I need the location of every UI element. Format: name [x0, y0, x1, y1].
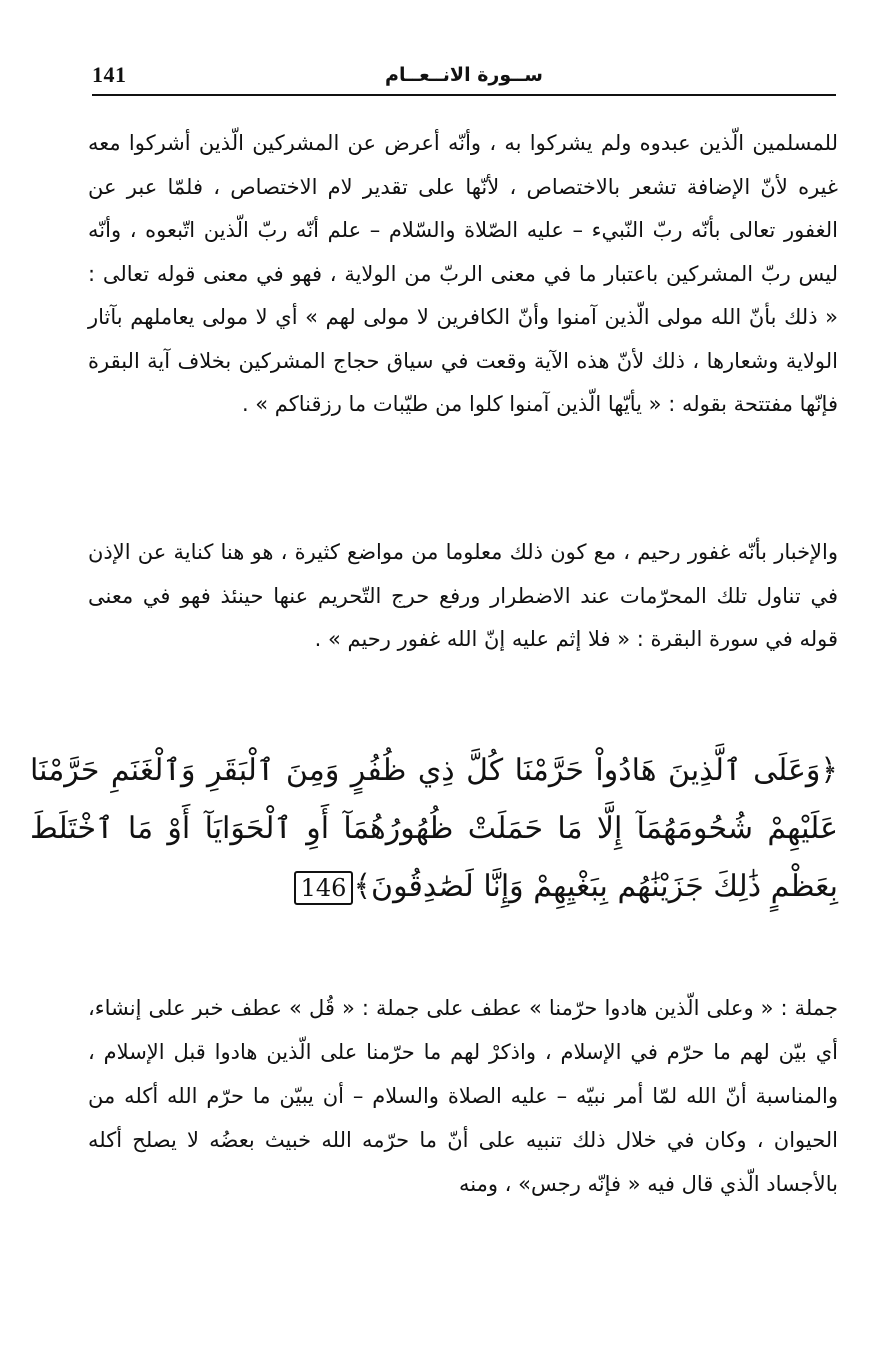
page-header	[92, 56, 836, 100]
page-number: 141	[92, 62, 127, 87]
ayah-number: 146	[294, 871, 354, 905]
quran-verse	[30, 742, 838, 916]
surah-title: ســورة الانــعــام	[385, 64, 543, 86]
commentary-paragraph: والإخبار بأنّه غفور رحيم ، مع كون ذلك معلوما من مواضع كثيرة ، هو هنا كناية عن الإذن في تناول تلك المحرّمات عند الاضطرار ورفع حرج التّحريم عنها حينئذ فهو في معنى قوله في سورة البقرة : « فلا إثم عليه إنّ الله غفور رحيم » .	[88, 540, 838, 651]
verse-text: ﴿وَعَلَى ٱلَّذِينَ هَادُواْ حَرَّمْنَا كُلَّ ذِي ظُفُرٍ وَمِنَ ٱلْبَقَرِ وَٱلْغَنَمِ حَرَّمْنَا عَلَيْهِمْ شُحُومَهُمَآ إِلَّا مَا حَمَلَتْ ظُهُورُهُمَآ أَوِ ٱلْحَوَايَآ أَوْ مَا ٱخْتَلَطَ بِعَظْمٍ ذَٰلِكَ جَزَيْنَٰهُم بِبَغْيِهِمْ وَإِنَّا لَصَٰدِقُونَ﴾	[30, 753, 838, 904]
header-rule	[92, 94, 836, 96]
commentary-paragraph: جملة : « وعلى الّذين هادوا حرّمنا » عطف على جملة : « قُل » عطف خبر على إنشاء، أي بيّن لهم ما حرّم في الإسلام ، واذكرْ لهم ما حرّمنا على الّذين هادوا قبل الإسلام ، والمناسبة أنّ الله لمّا أمر نبيّه – عليه الصلاة والسلام – أن يبيّن ما حرّم الله أكله من الحيوان ، وكان في خلال ذلك تنبيه على أنّ ما حرّمه الله خبيث بعضُه لا يصلح أكله بالأجساد الّذي قال فيه « فإنّه رجس» ، ومنه	[88, 996, 838, 1196]
commentary-paragraph: للمسلمين الّذين عبدوه ولم يشركوا به ، وأنّه أعرض عن المشركين الّذين أشركوا معه غيره لأنّ الإضافة تشعر بالاختصاص ، لأنّها على تقدير لام الاختصاص ، فلمّا عبر عن الغفور تعالى بأنّه ربّ النّبيء – عليه الصّلاة والسّلام – علم أنّه ربّ الّذين اتّبعوه ، وأنّه ليس ربّ المشركين باعتبار ما في معنى الربّ من الولاية ، فهو في معنى قوله تعالى : « ذلك بأنّ الله مولى الّذين آمنوا وأنّ الكافرين لا مولى لهم » أي لا مولى يعاملهم بآثار الولاية وشعارها ، ذلك لأنّ هذه الآية وقعت في سياق حجاج المشركين بخلاف آية البقرة فإنّها مفتتحة بقوله : « يأيّها الّذين آمنوا كلوا من طيّبات ما رزقناكم » .	[88, 131, 838, 416]
